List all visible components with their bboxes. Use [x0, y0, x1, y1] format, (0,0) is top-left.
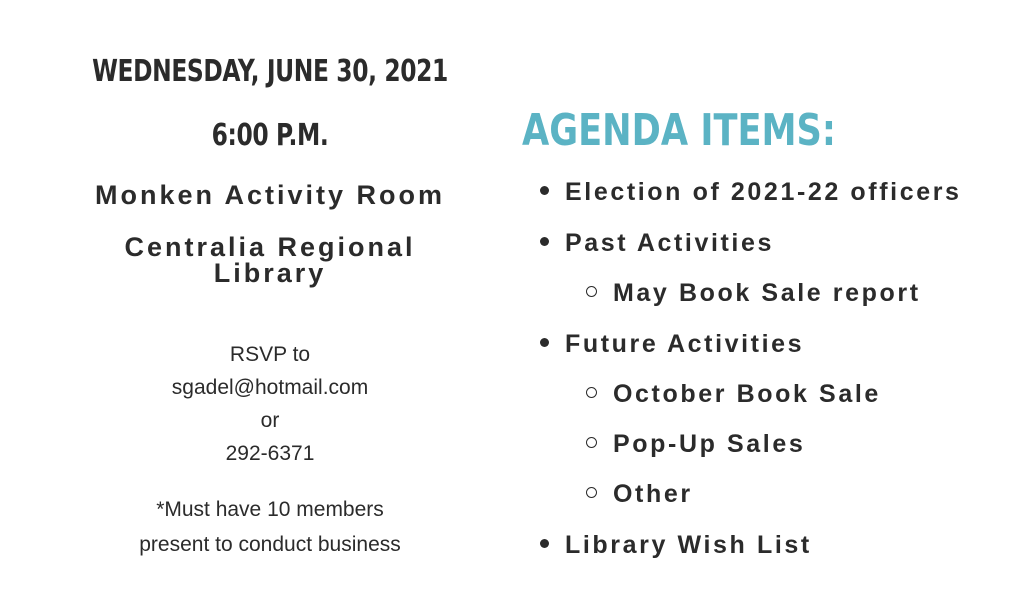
- rsvp-or: or: [260, 409, 280, 432]
- meeting-date: WEDNESDAY, JUNE 30, 2021: [92, 54, 448, 89]
- agenda-item: [540, 330, 804, 359]
- agenda-item-label: October Book Sale: [613, 380, 881, 408]
- agenda-title: AGENDA ITEMS:: [522, 105, 836, 156]
- agenda-item: [540, 229, 774, 258]
- agenda-item: [540, 178, 962, 207]
- meeting-room: Monken Activity Room: [94, 180, 446, 210]
- agenda-item-label: Other: [613, 480, 693, 508]
- agenda-item-label: Election of 2021-22 officers: [565, 178, 962, 206]
- rsvp-email: sgadel@hotmail.com: [171, 376, 369, 399]
- agenda-item-label: Future Activities: [565, 330, 805, 358]
- hollow-bullet-icon: [586, 286, 597, 297]
- quorum-note: [40, 492, 500, 562]
- rsvp-block: [40, 338, 500, 470]
- hollow-bullet-icon: [586, 437, 597, 448]
- rsvp-label: RSVP to: [229, 343, 311, 366]
- hollow-bullet-icon: [586, 487, 597, 498]
- quorum-note-line-2: present to conduct business: [139, 533, 401, 556]
- agenda-item-label: Past Activities: [565, 229, 774, 257]
- bullet-icon: [540, 186, 549, 195]
- agenda-item-label: May Book Sale report: [613, 279, 921, 307]
- quorum-note-line-1: *Must have 10 members: [156, 498, 384, 521]
- hollow-bullet-icon: [586, 387, 597, 398]
- bullet-icon: [540, 539, 549, 548]
- bullet-icon: [540, 237, 549, 246]
- agenda-subitem: [586, 430, 805, 459]
- meeting-time: 6:00 P.M.: [211, 118, 329, 153]
- agenda-subitem: [586, 480, 693, 509]
- agenda-item: [540, 531, 812, 560]
- library-line-2: Library: [213, 258, 327, 288]
- agenda-item-label: Pop-Up Sales: [613, 430, 806, 458]
- agenda-subitem: [586, 380, 881, 409]
- library-line-1: Centralia Regional: [124, 232, 416, 262]
- agenda-subitem: [586, 279, 921, 308]
- meeting-library: [40, 234, 500, 286]
- bullet-icon: [540, 338, 549, 347]
- rsvp-phone: 292-6371: [225, 442, 315, 465]
- agenda-item-label: Library Wish List: [565, 531, 812, 559]
